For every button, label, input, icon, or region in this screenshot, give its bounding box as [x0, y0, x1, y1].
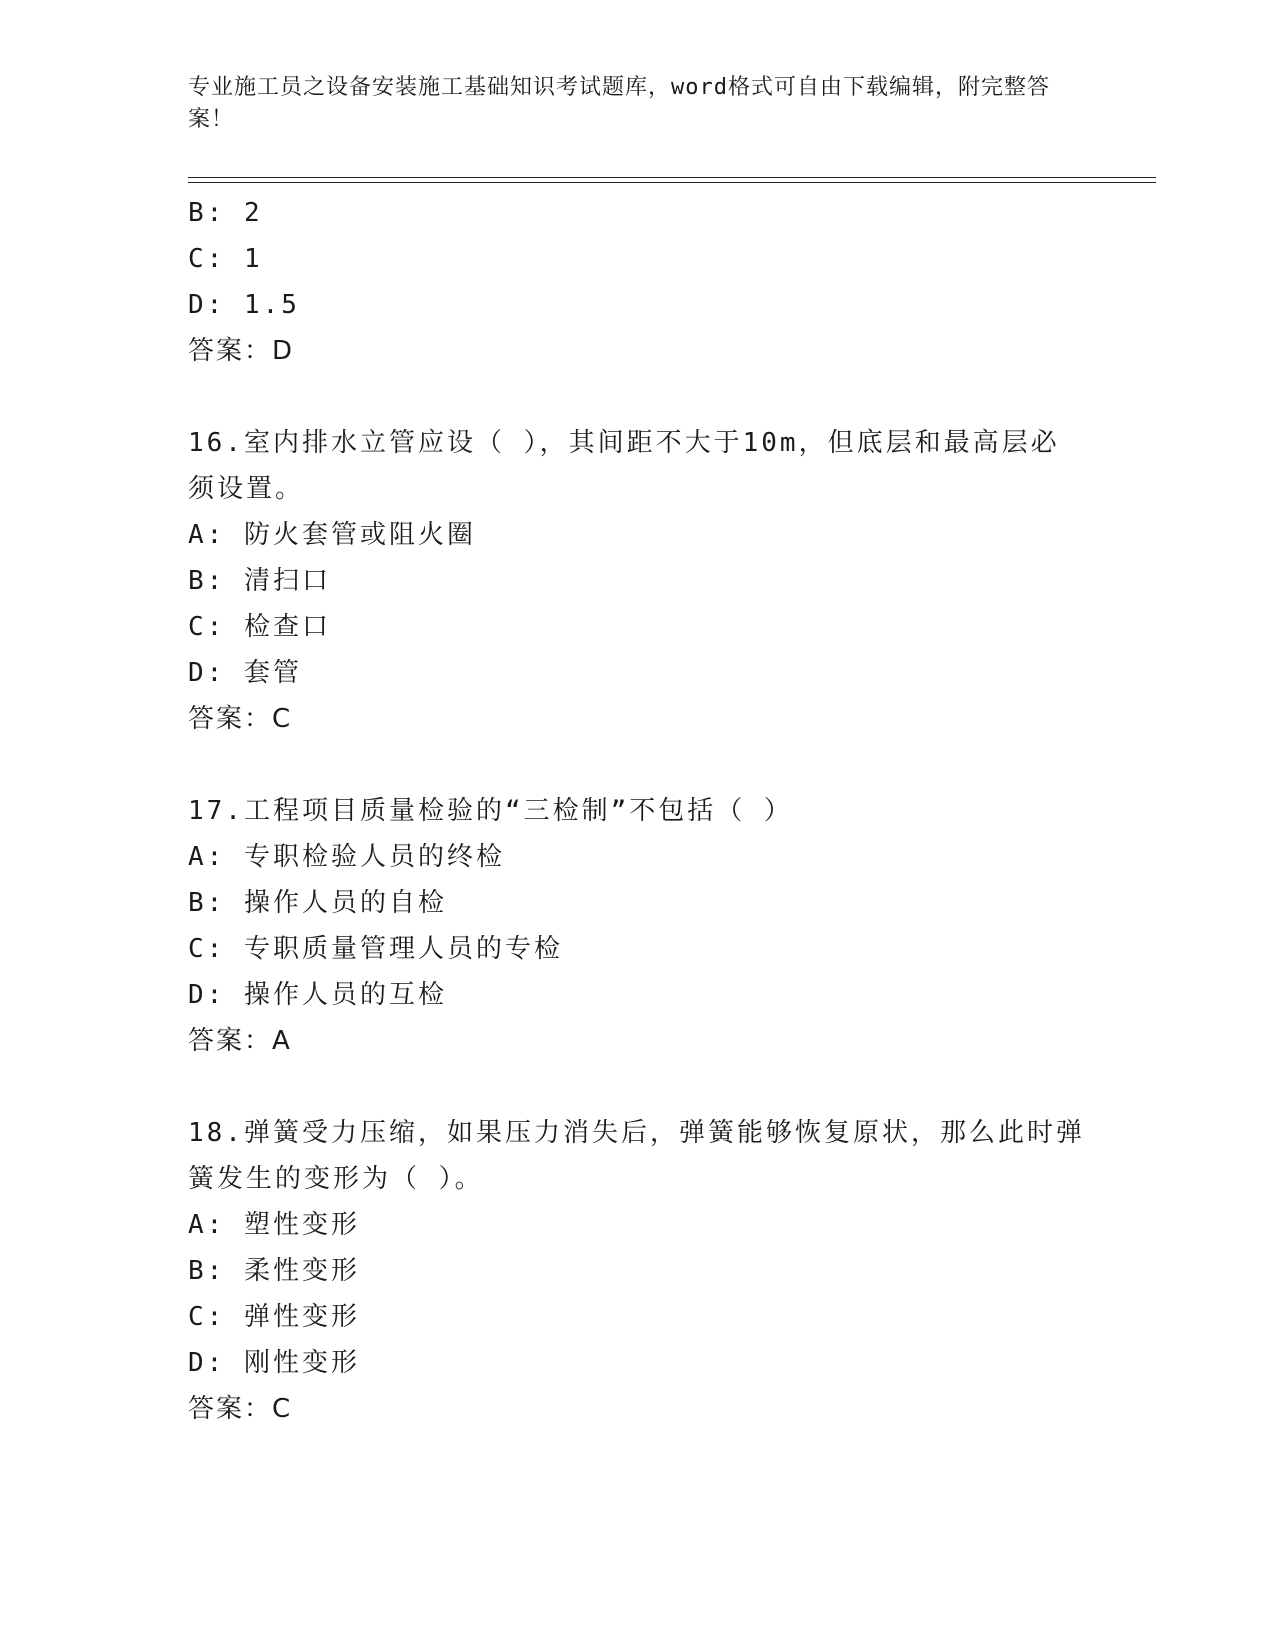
question-text: 17.工程项目质量检验的“三检制”不包括（ ）: [188, 796, 793, 826]
header-divider-bottom: [188, 182, 1156, 183]
spacer: [188, 1064, 1088, 1110]
option-d: D: 套管: [188, 658, 302, 688]
option-d: D: 刚性变形: [188, 1348, 360, 1378]
answer-line: 答案：D: [188, 336, 295, 366]
page-header: 专业施工员之设备安装施工基础知识考试题库，word格式可自由下载编辑，附完整答案！: [188, 75, 1050, 132]
question-16: [188, 420, 1088, 742]
option-b: B: 操作人员的自检: [188, 888, 447, 918]
question-text: 16.室内排水立管应设（ ），其间距不大于10m，但底层和最高层必须设置。: [188, 428, 1060, 504]
question-text: 18.弹簧受力压缩，如果压力消失后，弹簧能够恢复原状，那么此时弹簧发生的变形为（ ）。: [188, 1118, 1085, 1194]
answer-line: 答案：C: [188, 704, 293, 734]
option-d: D: 1.5: [188, 290, 300, 320]
option-c: C: 1: [188, 244, 263, 274]
option-a: A: 塑性变形: [188, 1210, 360, 1240]
option-b: B: 2: [188, 198, 263, 228]
answer-line: 答案：C: [188, 1394, 293, 1424]
option-d: D: 操作人员的互检: [188, 980, 447, 1010]
option-a: A: 防火套管或阻火圈: [188, 520, 476, 550]
option-a: A: 专职检验人员的终检: [188, 842, 505, 872]
header-divider-top: [188, 177, 1156, 178]
option-c: C: 检查口: [188, 612, 331, 642]
question-17: [188, 788, 1088, 1064]
spacer: [188, 374, 1088, 420]
spacer: [188, 742, 1088, 788]
answer-line: 答案：A: [188, 1026, 292, 1056]
question-18: [188, 1110, 1088, 1432]
option-c: C: 专职质量管理人员的专检: [188, 934, 563, 964]
option-b: B: 柔性变形: [188, 1256, 360, 1286]
option-c: C: 弹性变形: [188, 1302, 360, 1332]
prev-question-block: [188, 190, 1088, 374]
option-b: B: 清扫口: [188, 566, 331, 596]
question-list: [188, 190, 1088, 1432]
